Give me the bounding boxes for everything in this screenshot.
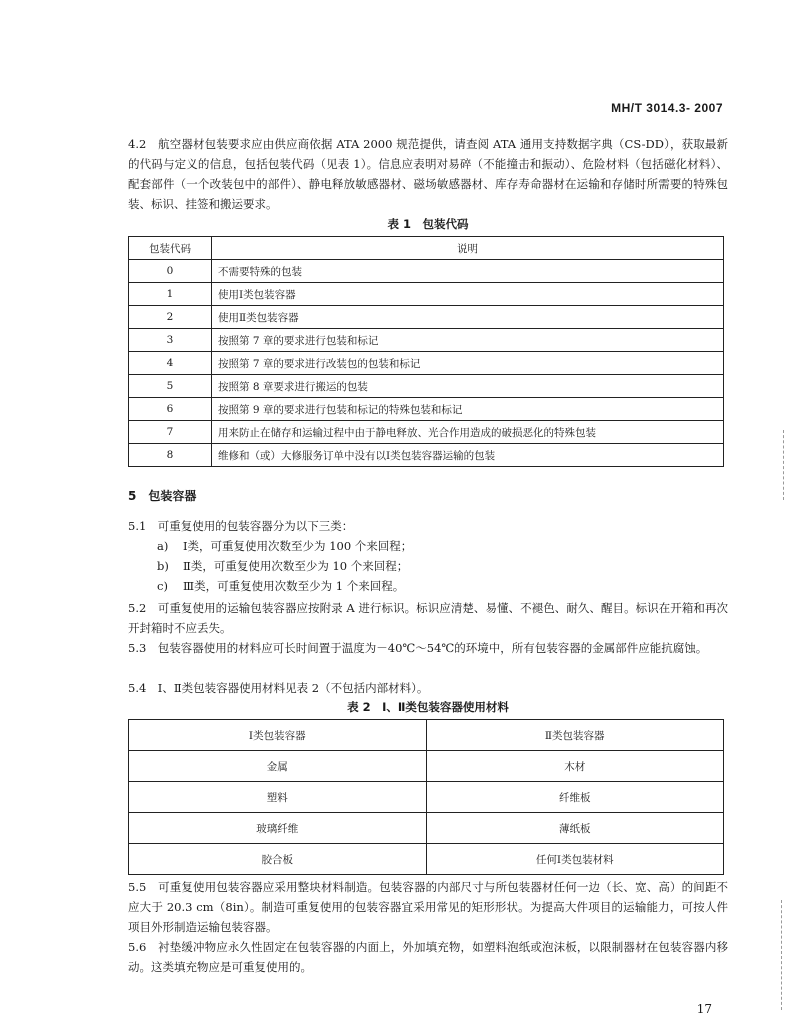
material-cell: 胶合板: [129, 844, 427, 875]
column-header-code: 包装代码: [129, 237, 212, 260]
list-item: [157, 556, 408, 576]
column-header-class-2: Ⅱ类包装容器: [426, 720, 724, 751]
table-row: [129, 352, 724, 375]
table-2-caption: 表 2 Ⅰ、Ⅱ类包装容器使用材料: [347, 700, 509, 714]
table-row: [129, 398, 724, 421]
container-materials-table: [128, 719, 724, 875]
code-cell: 8: [129, 444, 212, 467]
section-text: 衬垫缓冲物应永久性固定在包装容器的内面上，外加填充物，如塑料泡纸或泡沫板，以限制器材在包装容器内移动。这类填充物应是可重复使用的。: [128, 940, 729, 974]
column-header-description: 说明: [212, 237, 724, 260]
section-text: 可重复使用包装容器应采用整块材料制造。包装容器的内部尺寸与所包装器材任何一边（长、宽、高）的间距不应大于 20.3 cm（8in）。制造可重复使用的包装容器宜采用常见的矩形形状。为提高大件项目的运输能力，可按人件项目外形制造运输包装容器。: [128, 880, 729, 934]
section-5-6-paragraph: [128, 937, 728, 977]
code-cell: 2: [129, 306, 212, 329]
section-5-heading: [128, 487, 196, 504]
material-cell: 任何Ⅰ类包装材料: [426, 844, 724, 875]
section-text: 可重复使用的包装容器分为以下三类：: [157, 519, 354, 533]
table-row: [129, 844, 724, 875]
section-text: 包装容器使用的材料应可长时间置于温度为－40℃～54℃的环境中，所有包装容器的金属部件应能抗腐蚀。: [157, 641, 708, 655]
code-cell: 5: [129, 375, 212, 398]
list-marker: c): [157, 579, 168, 593]
table-row: [129, 306, 724, 329]
material-cell: 金属: [129, 751, 427, 782]
list-text: Ⅱ类，可重复使用次数至少为 10 个来回程；: [183, 559, 409, 573]
section-number: 4.2: [128, 137, 147, 151]
description-cell: 不需要特殊的包装: [212, 260, 724, 283]
code-cell: 7: [129, 421, 212, 444]
scan-edge-mark: [781, 900, 782, 1010]
material-cell: 纤维板: [426, 782, 724, 813]
section-number: 5.2: [128, 601, 147, 615]
table-header-row: [129, 237, 724, 260]
list-marker: a): [157, 539, 169, 553]
section-5-3-paragraph: [128, 638, 728, 658]
packaging-code-table: [128, 236, 724, 467]
table-row: [129, 813, 724, 844]
code-cell: 1: [129, 283, 212, 306]
section-text: 航空器材包装要求应由供应商依据 ATA 2000 规范提供，请查阅 ATA 通用支持数据字典（CS-DD），获取最新的代码与定义的信息，包括包装代码（见表 1）。信息应表明对易碎（不能撞击和振动）、危险材料（包括磁化材料）、配套部件（一个改装包中的部件）、静电释放敏感器材、磁场敏感器材、库存寿命器材在运输和存储时所需要的特殊包装、标识、挂签和搬运要求。: [128, 137, 728, 211]
list-marker: b): [157, 559, 169, 573]
section-number: 5: [128, 489, 137, 503]
list-item: [157, 576, 404, 596]
section-number: 5.1: [128, 519, 147, 533]
material-cell: 薄纸板: [426, 813, 724, 844]
table-row: [129, 375, 724, 398]
description-cell: 用来防止在储存和运输过程中由于静电释放、光合作用造成的破损恶化的特殊包装: [212, 421, 724, 444]
table-row: [129, 260, 724, 283]
code-cell: 6: [129, 398, 212, 421]
section-5-2-paragraph: [128, 598, 728, 638]
column-header-class-1: Ⅰ类包装容器: [129, 720, 427, 751]
list-text: Ⅲ类，可重复使用次数至少为 1 个来回程。: [183, 579, 405, 593]
code-cell: 4: [129, 352, 212, 375]
description-cell: 按照第 7 章的要求进行包装和标记: [212, 329, 724, 352]
section-number: 5.3: [128, 641, 147, 655]
description-cell: 按照第 9 章的要求进行包装和标记的特殊包装和标记: [212, 398, 724, 421]
material-cell: 塑料: [129, 782, 427, 813]
section-number: 5.4: [128, 681, 147, 695]
section-4-2-paragraph: [128, 134, 728, 214]
section-text: 可重复使用的运输包装容器应按附录 A 进行标识。标识应清楚、易懂、不褪色、耐久、醒目。标识在开箱和再次开封箱时不应丢失。: [128, 601, 728, 635]
page-number: 17: [696, 1002, 712, 1016]
section-5-1-paragraph: [128, 516, 728, 536]
code-cell: 0: [129, 260, 212, 283]
section-text: Ⅰ、Ⅱ类包装容器使用材料见表 2（不包括内部材料）。: [157, 681, 429, 695]
scan-edge-mark: [783, 430, 784, 500]
standard-code: MH/T 3014.3- 2007: [611, 101, 723, 115]
table-row: [129, 283, 724, 306]
material-cell: 玻璃纤维: [129, 813, 427, 844]
section-number: 5.6: [128, 940, 147, 954]
description-cell: 使用Ⅱ类包装容器: [212, 306, 724, 329]
description-cell: 按照第 7 章的要求进行改装包的包装和标记: [212, 352, 724, 375]
material-cell: 木材: [426, 751, 724, 782]
table-row: [129, 444, 724, 467]
table-row: [129, 782, 724, 813]
table-1-caption: 表 1 包装代码: [387, 217, 469, 231]
list-text: Ⅰ类，可重复使用次数至少为 100 个来回程；: [183, 539, 413, 553]
section-5-5-paragraph: [128, 877, 728, 937]
table-row: [129, 421, 724, 444]
list-item: [157, 536, 412, 556]
description-cell: 使用Ⅰ类包装容器: [212, 283, 724, 306]
code-cell: 3: [129, 329, 212, 352]
description-cell: 按照第 8 章要求进行搬运的包装: [212, 375, 724, 398]
description-cell: 维修和（或）大修服务订单中没有以Ⅰ类包装容器运输的包装: [212, 444, 724, 467]
section-5-4-paragraph: [128, 678, 728, 698]
table-row: [129, 751, 724, 782]
table-row: [129, 329, 724, 352]
section-number: 5.5: [128, 880, 147, 894]
section-title: 包装容器: [148, 489, 197, 503]
table-header-row: [129, 720, 724, 751]
